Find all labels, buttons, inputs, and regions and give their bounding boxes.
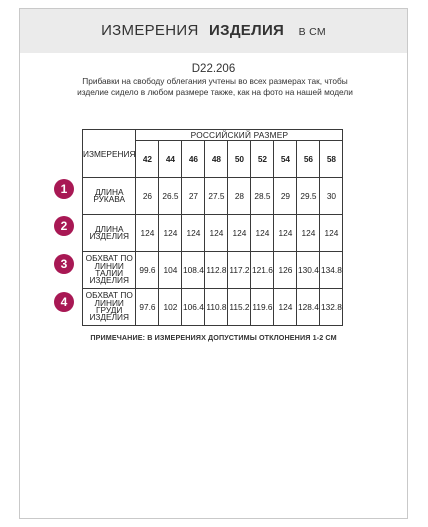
table-cell: 27 <box>182 178 205 215</box>
row-label-line: ИЗДЕЛИЯ <box>89 231 129 241</box>
measurements-header: ИЗМЕРЕНИЯ <box>83 130 136 178</box>
table-cell: 121.6 <box>251 252 274 289</box>
measurement-marker-4: 4 <box>54 292 74 312</box>
table-cell: 26 <box>136 178 159 215</box>
table-cell: 117.2 <box>228 252 251 289</box>
table-cell: 128.4 <box>297 289 320 326</box>
table-cell: 130.4 <box>297 252 320 289</box>
table-cell: 115.2 <box>228 289 251 326</box>
size-header: 50 <box>228 141 251 178</box>
table-cell: 124 <box>297 215 320 252</box>
table-cell: 132.8 <box>320 289 343 326</box>
row-label <box>83 178 136 215</box>
row-label-line: ОБХВАТ ПО <box>85 290 133 301</box>
table-cell: 119.6 <box>251 289 274 326</box>
size-group-header: РОССИЙСКИЙ РАЗМЕР <box>136 130 343 141</box>
title-units: В СМ <box>298 26 326 38</box>
table-cell: 102 <box>159 289 182 326</box>
row-label-line: ЛИНИИ ГРУДИ <box>94 297 124 315</box>
table-cell: 27.5 <box>205 178 228 215</box>
size-header: 44 <box>159 141 182 178</box>
table-cell: 97.6 <box>136 289 159 326</box>
table-row <box>83 252 343 289</box>
table-cell: 124 <box>159 215 182 252</box>
table-cell: 106.4 <box>182 289 205 326</box>
size-table <box>82 129 343 326</box>
table-row <box>83 178 343 215</box>
size-header: 42 <box>136 141 159 178</box>
table-cell: 99.6 <box>136 252 159 289</box>
row-label-line: ЛИНИИ ТАЛИИ <box>94 260 124 278</box>
size-header: 58 <box>320 141 343 178</box>
row-label-line: ДЛИНА <box>94 223 124 234</box>
fit-description: Прибавки на свободу облегания учтены во всех размерах так, чтобы изделие сидело в любом размере также, как на фото на нашей модели <box>77 76 353 97</box>
table-cell: 110.8 <box>205 289 228 326</box>
table-cell: 29.5 <box>297 178 320 215</box>
table-cell: 28 <box>228 178 251 215</box>
table-cell: 124 <box>205 215 228 252</box>
article-code: D22.206 <box>191 63 236 75</box>
row-label-line: ИЗДЕЛИЯ <box>89 275 129 286</box>
size-header: 48 <box>205 141 228 178</box>
table-cell: 112.8 <box>205 252 228 289</box>
size-header: 54 <box>274 141 297 178</box>
row-label-line: ОБХВАТ ПО <box>85 253 133 264</box>
table-cell: 104 <box>159 252 182 289</box>
page-title <box>20 22 407 39</box>
table-cell: 124 <box>136 215 159 252</box>
title-word-measurements: ИЗМЕРЕНИЯ <box>101 22 199 39</box>
row-label <box>83 252 136 289</box>
size-header: 46 <box>182 141 205 178</box>
table-cell: 124 <box>320 215 343 252</box>
table-cell: 29 <box>274 178 297 215</box>
row-label-line: ИЗДЕЛИЯ <box>89 312 129 323</box>
size-chart-card <box>19 8 408 519</box>
table-cell: 108.4 <box>182 252 205 289</box>
title-word-item: ИЗДЕЛИЯ <box>209 22 285 39</box>
table-cell: 124 <box>274 289 297 326</box>
measurement-marker-3: 3 <box>54 254 74 274</box>
header-banner <box>20 9 407 53</box>
table-cell: 30 <box>320 178 343 215</box>
table-cell: 26.5 <box>159 178 182 215</box>
measurement-marker-1: 1 <box>54 179 74 199</box>
table-cell: 124 <box>228 215 251 252</box>
table-cell: 126 <box>274 252 297 289</box>
row-label <box>83 215 136 252</box>
table-cell: 134.8 <box>320 252 343 289</box>
tolerance-footnote: ПРИМЕЧАНИЕ: В ИЗМЕРЕНИЯХ ДОПУСТИМЫ ОТКЛОНЕНИЯ 1-2 СМ <box>90 333 337 342</box>
table-cell: 28.5 <box>251 178 274 215</box>
size-header: 52 <box>251 141 274 178</box>
table-row <box>83 215 343 252</box>
size-header: 56 <box>297 141 320 178</box>
table-row <box>83 289 343 326</box>
measurement-marker-2: 2 <box>54 216 74 236</box>
row-label-line: ДЛИНА <box>94 186 124 197</box>
table-cell: 124 <box>251 215 274 252</box>
row-label <box>83 289 136 326</box>
row-label-line: РУКАВА <box>93 194 126 204</box>
table-cell: 124 <box>274 215 297 252</box>
table-cell: 124 <box>182 215 205 252</box>
